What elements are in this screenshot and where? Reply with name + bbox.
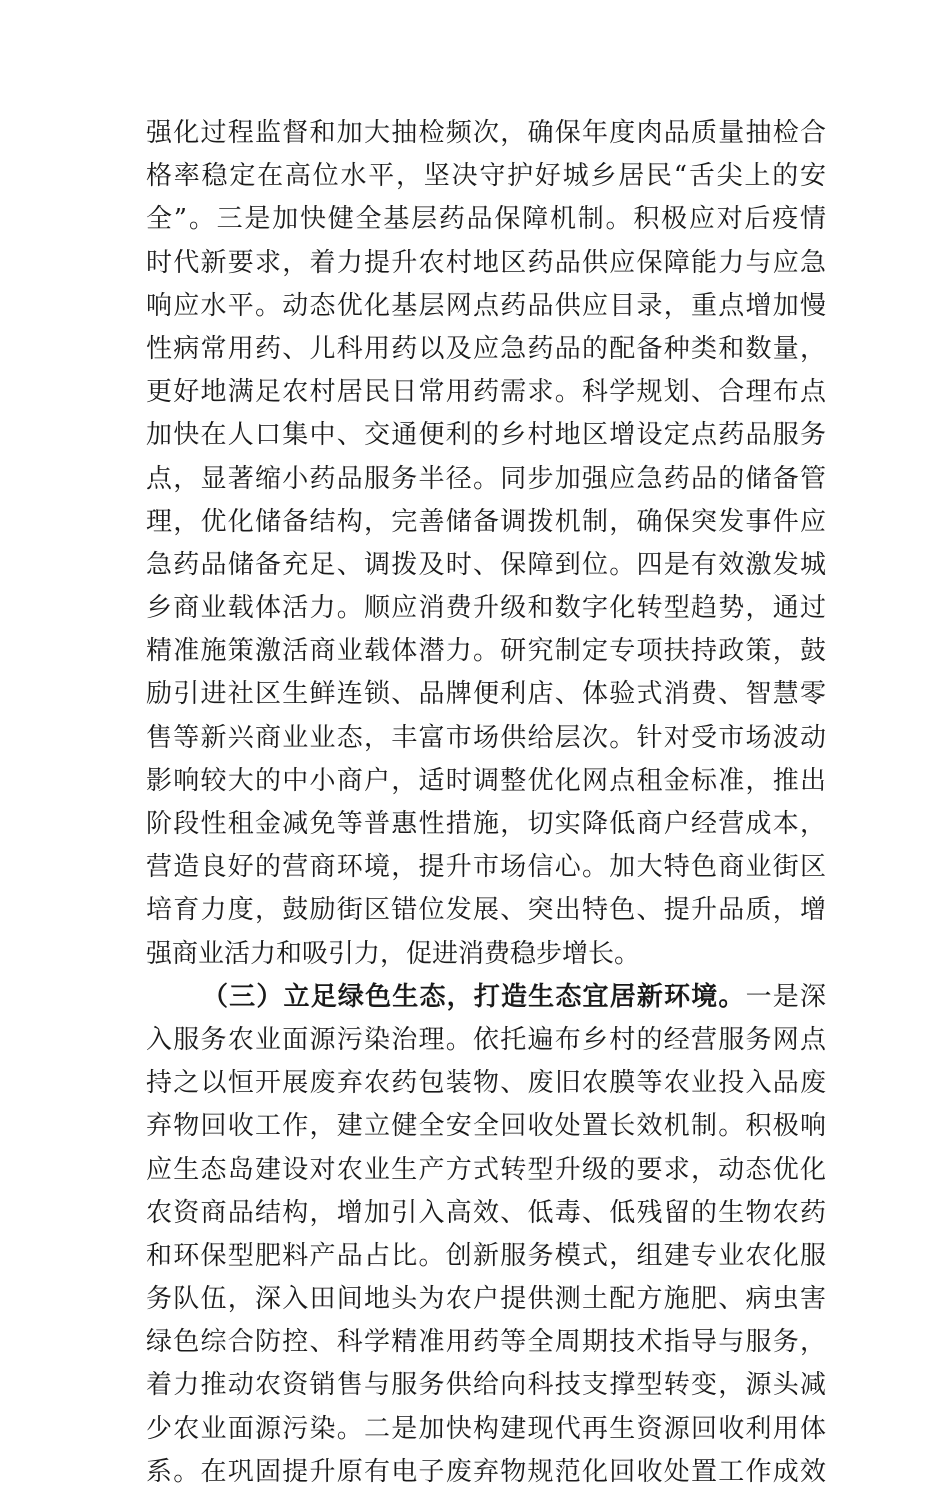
paragraph-2 — [146, 976, 826, 1494]
text-line: 励引进社区生鲜连锁、品牌便利店、体验式消费、智慧零 — [146, 679, 826, 710]
text-line: 应生态岛建设对农业生产方式转型升级的要求，动态优化 — [146, 1154, 826, 1185]
text-line: 理，优化储备结构，完善储备调拨机制，确保突发事件应 — [146, 506, 826, 537]
text-line: 系。在巩固提升原有电子废弃物规范化回收处置工作成效 — [146, 1456, 826, 1487]
text-line: 全”。三是加快健全基层药品保障机制。积极应对后疫情 — [146, 204, 826, 235]
text-line: 弃物回收工作，建立健全安全回收处置长效机制。积极响 — [146, 1111, 826, 1142]
text-line: 营造良好的营商环境，提升市场信心。加大特色商业街区 — [146, 852, 826, 883]
text-line: 影响较大的中小商户，适时调整优化网点租金标准，推出 — [146, 765, 826, 796]
text-line: 急药品储备充足、调拨及时、保障到位。四是有效激发城 — [146, 549, 826, 580]
paragraph-1 — [146, 112, 826, 976]
text-line: 性病常用药、儿科用药以及应急药品的配备种类和数量， — [146, 333, 826, 364]
document-page — [146, 112, 826, 1494]
text-line: 务队伍，深入田间地头为农户提供测土配方施肥、病虫害 — [146, 1284, 826, 1315]
text-line: 和环保型肥料产品占比。创新服务模式，组建专业农化服 — [146, 1240, 826, 1271]
text-line: 格率稳定在高位水平，坚决守护好城乡居民“舌尖上的安 — [146, 161, 826, 192]
text-line: 着力推动农资销售与服务供给向科技支撑型转变，源头减 — [146, 1370, 826, 1401]
text-line: 培育力度，鼓励街区错位发展、突出特色、提升品质，增 — [146, 895, 826, 926]
text-line: 持之以恒开展废弃农药包装物、废旧农膜等农业投入品废 — [146, 1068, 826, 1099]
text-line: 售等新兴商业业态，丰富市场供给层次。针对受市场波动 — [146, 722, 826, 753]
heading-continuation: 一是深 — [745, 981, 826, 1012]
text-line: 点，显著缩小药品服务半径。同步加强应急药品的储备管 — [146, 463, 826, 494]
text-line: 强化过程监督和加大抽检频次，确保年度肉品质量抽检合 — [146, 118, 826, 148]
text-line: 少农业面源污染。二是加快构建现代再生资源回收利用体 — [146, 1413, 826, 1444]
text-line: 强商业活力和吸引力，促进消费稳步增长。 — [146, 938, 641, 969]
text-line: 更好地满足农村居民日常用药需求。科学规划、合理布点 — [146, 377, 826, 408]
text-line: 绿色综合防控、科学精准用药等全周期技术指导与服务， — [146, 1327, 826, 1358]
text-line: 加快在人口集中、交通便利的乡村地区增设定点药品服务 — [146, 420, 826, 451]
text-line: 农资商品结构，增加引入高效、低毒、低残留的生物农药 — [146, 1197, 826, 1228]
text-line: 精准施策激活商业载体潜力。研究制定专项扶持政策，鼓 — [146, 636, 826, 667]
text-line: 乡商业载体活力。顺应消费升级和数字化转型趋势，通过 — [146, 593, 826, 624]
section-heading: （三）立足绿色生态，打造生态宜居新环境。 — [202, 981, 746, 1012]
text-line-first — [146, 976, 826, 1019]
text-line: 阶段性租金减免等普惠性措施，切实降低商户经营成本， — [146, 809, 826, 839]
text-line: 时代新要求，着力提升农村地区药品供应保障能力与应急 — [146, 247, 826, 278]
text-line: 响应水平。动态优化基层网点药品供应目录，重点增加慢 — [146, 290, 826, 321]
text-line: 入服务农业面源污染治理。依托遍布乡村的经营服务网点 — [146, 1024, 826, 1055]
